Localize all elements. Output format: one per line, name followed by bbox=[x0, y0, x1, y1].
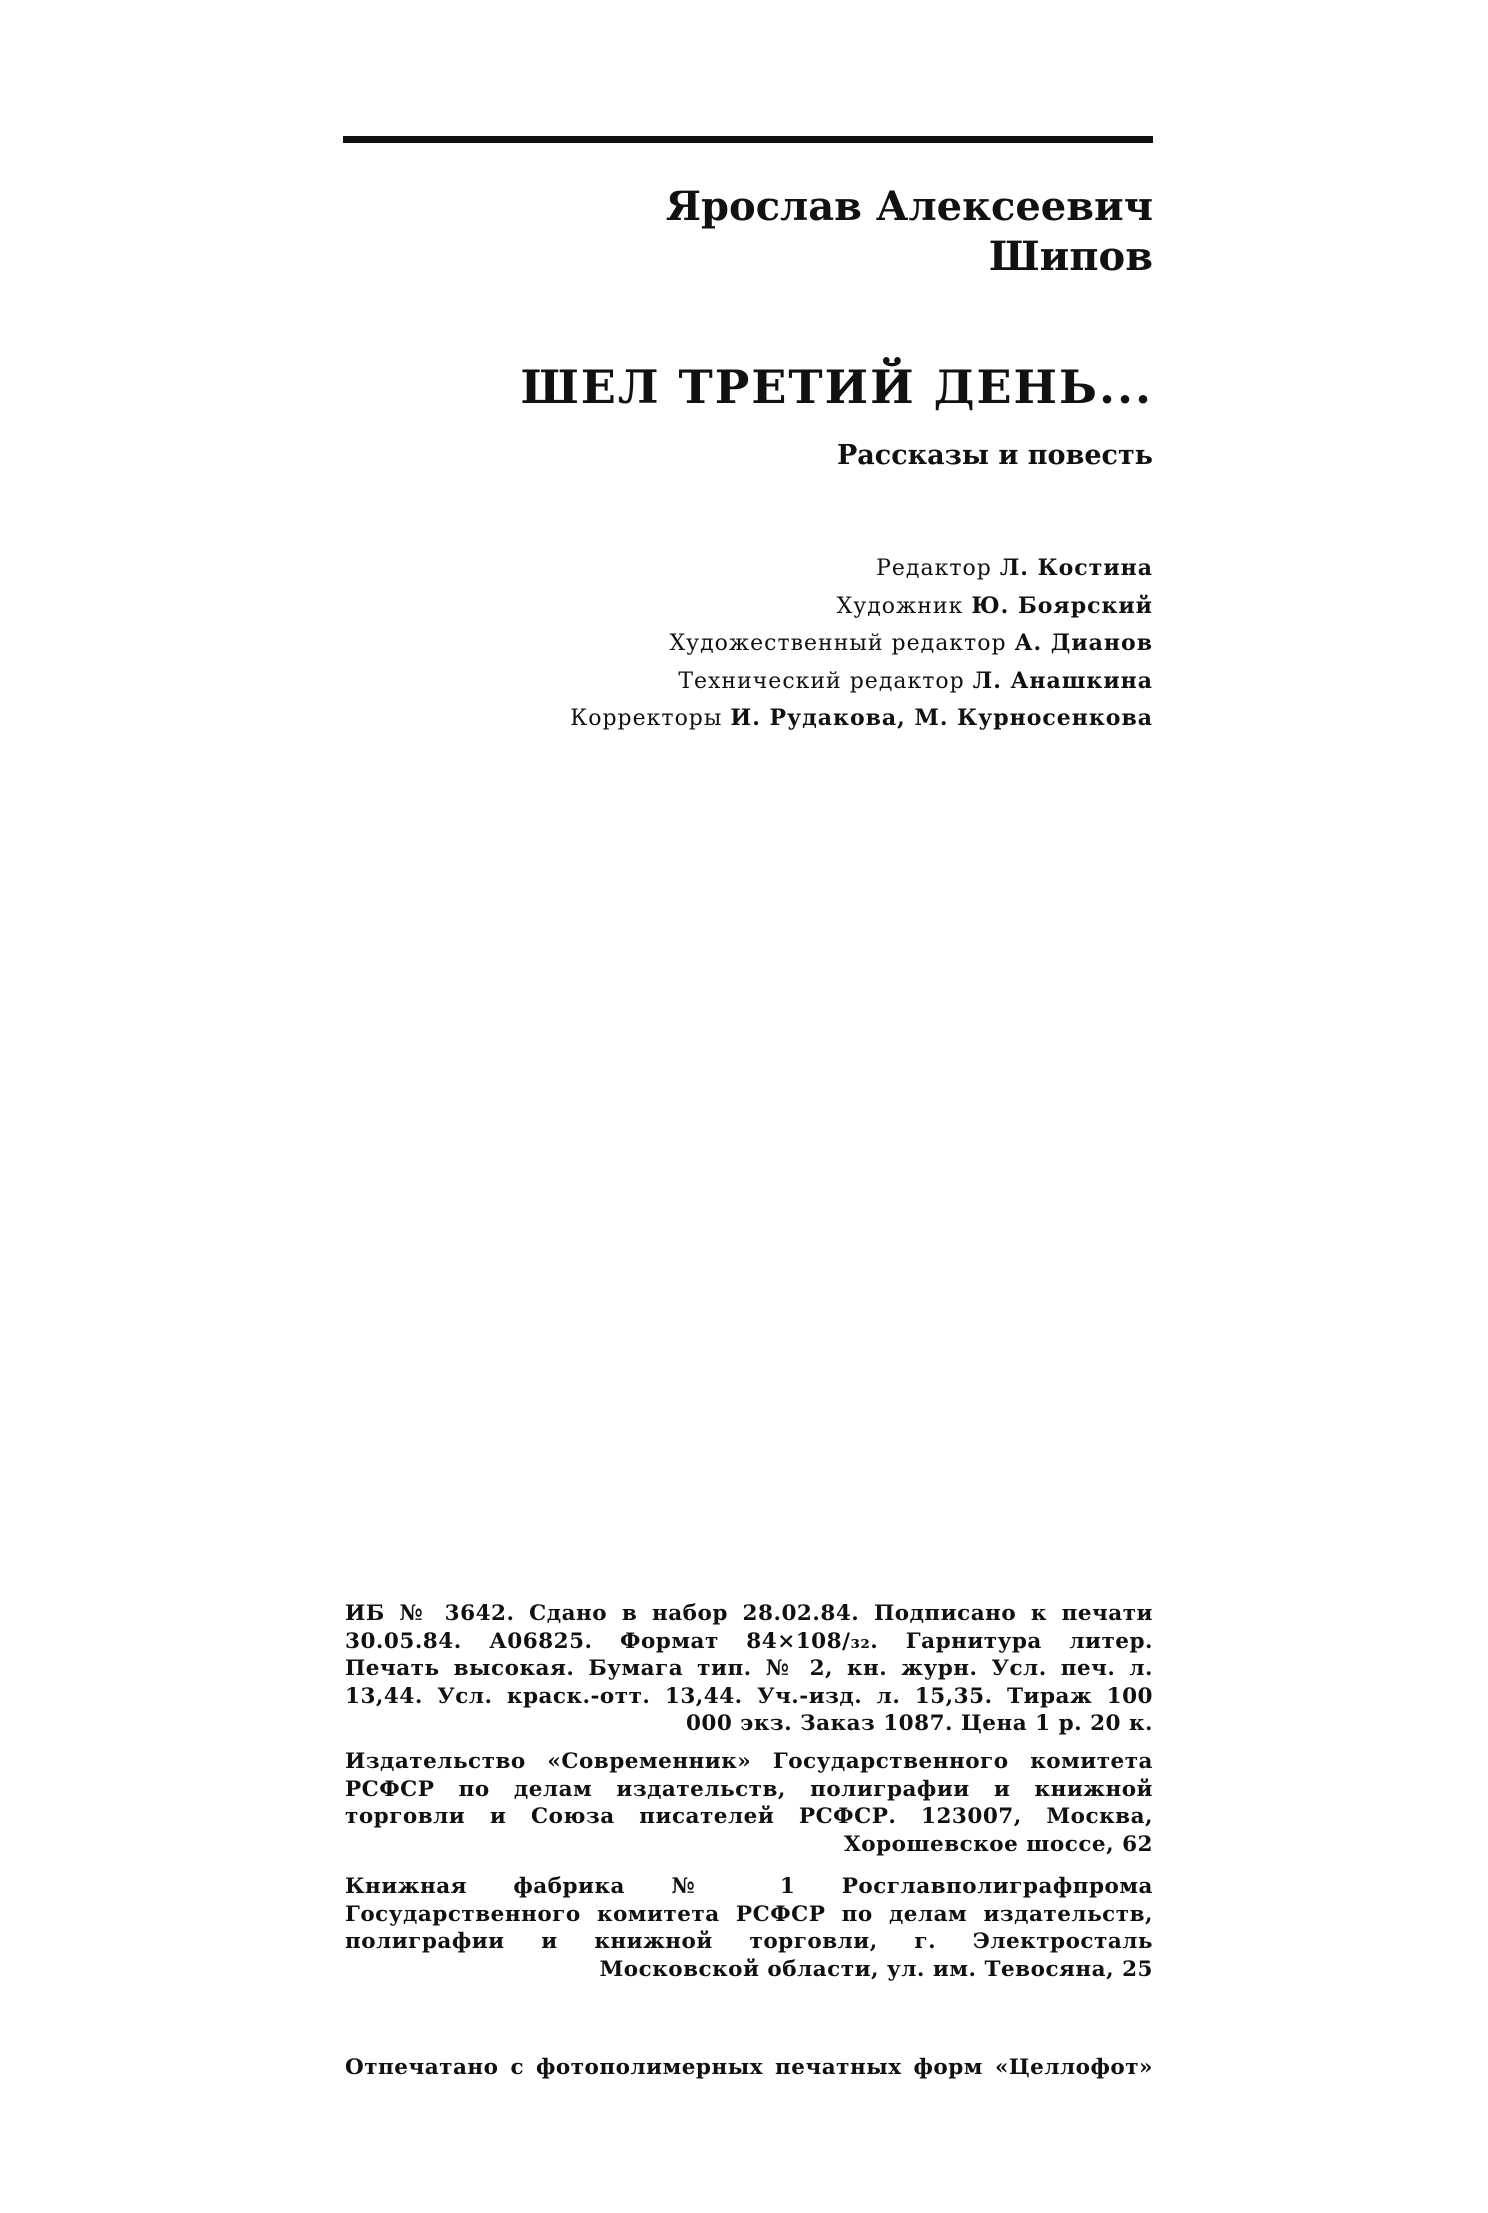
publication-details: ИБ № 3642. Сдано в набор 28.02.84. Подписано к печати 30.05.84. А06825. Формат 84×108/₃₂. Гарнитура литер. Печать высокая. Бумага тип. № 2, кн. журн. Усл. печ. л. 13,44. Усл. краск.-отт. 13,44. Уч.-изд. л. 15,35. Тираж 100 000 экз. Заказ 1087. Цена 1 р. 20 к. bbox=[345, 1601, 1153, 1736]
credit-person: Ю. Боярский bbox=[971, 592, 1153, 619]
credit-proofreaders bbox=[570, 700, 1153, 738]
credit-art-editor bbox=[570, 625, 1153, 663]
credit-person: Л. Костина bbox=[999, 555, 1153, 581]
credit-role: Технический редактор bbox=[678, 668, 965, 694]
credits-list bbox=[570, 550, 1153, 738]
printer-info: Книжная фабрика № 1 Росглавполиграфпрома Государственного комитета РСФСР по делам издательств, полиграфии и книжной торговли, г. Электросталь Московской области, ул. им. Тевосяна, 25 bbox=[345, 1874, 1153, 1982]
author-first-middle: Ярослав Алексеевич bbox=[665, 183, 1153, 230]
book-subtitle: Рассказы и повесть bbox=[837, 440, 1153, 471]
credit-role: Корректоры bbox=[570, 706, 723, 731]
credit-role: Редактор bbox=[876, 556, 992, 581]
printed-note: Отпечатано с фотополимерных печатных форм «Целлофот» bbox=[345, 2055, 1153, 2080]
book-title: ШЕЛ ТРЕТИЙ ДЕНЬ... bbox=[520, 360, 1153, 414]
publisher-info: Издательство «Современник» Государственного комитета РСФСР по делам издательств, полиграфии и книжной торговли и Союза писателей РСФСР. 123007, Москва, Хорошевское шоссе, 62 bbox=[345, 1749, 1153, 1857]
credit-editor bbox=[570, 550, 1153, 588]
credit-person: А. Дианов bbox=[1014, 630, 1153, 656]
credit-role: Художественный редактор bbox=[669, 631, 1007, 656]
credit-person: И. Рудакова, М. Курносенкова bbox=[730, 705, 1153, 731]
credit-artist bbox=[570, 588, 1153, 626]
credit-person: Л. Анашкина bbox=[972, 667, 1153, 694]
credit-tech-editor bbox=[570, 663, 1153, 701]
top-rule bbox=[343, 136, 1153, 143]
credit-role: Художник bbox=[836, 593, 964, 619]
author-surname: Шипов bbox=[988, 233, 1153, 280]
author-name bbox=[666, 182, 1153, 282]
